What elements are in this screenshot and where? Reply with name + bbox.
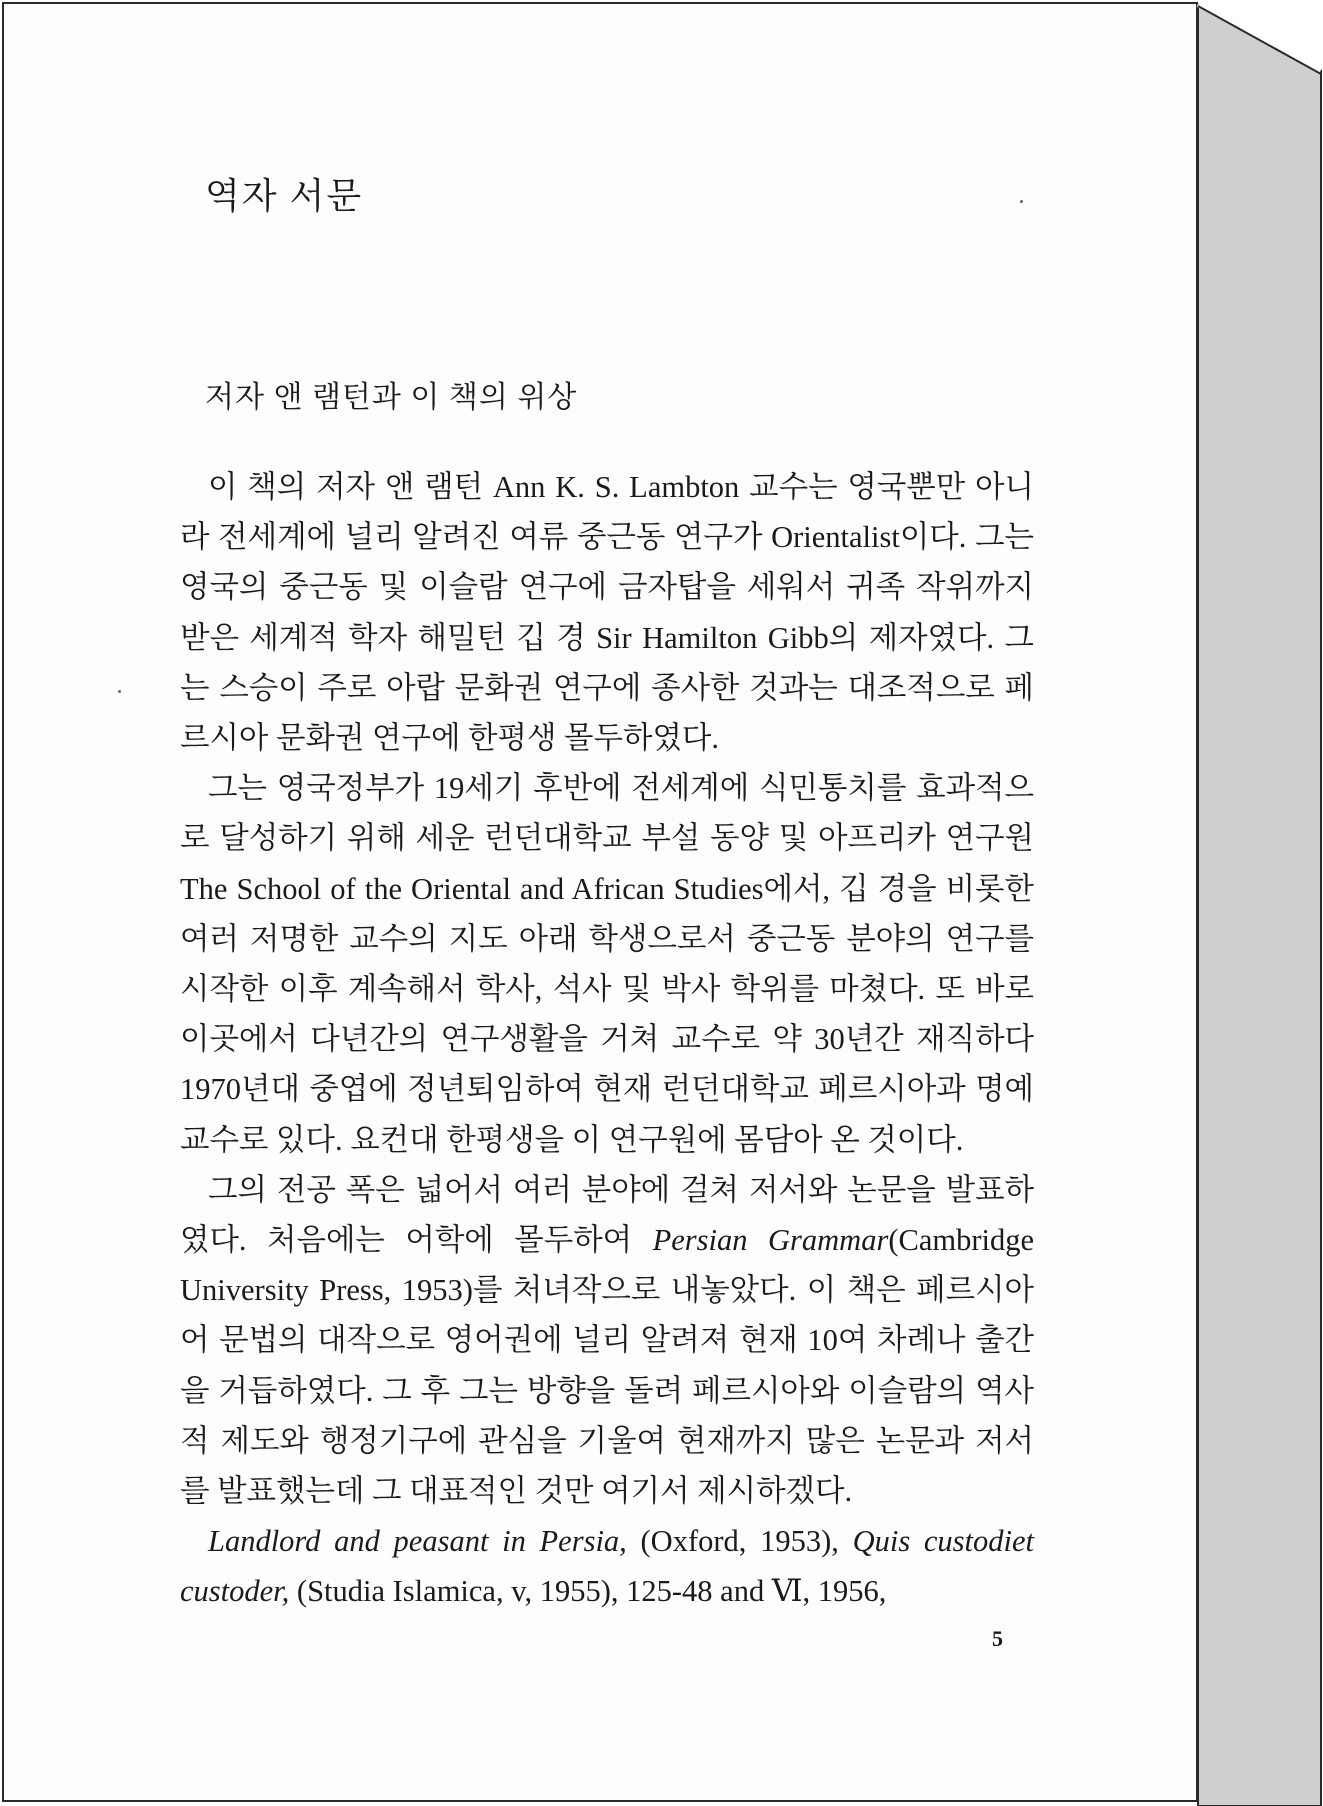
book-title: Landlord and peasant in Persia, — [208, 1524, 627, 1559]
chapter-title: 역자 서문 — [205, 176, 364, 216]
paragraph: 그는 영국정부가 19세기 후반에 전세계에 식민통치를 효과적으로 달성하기 위해 세운 런던대학교 부설 동양 및 아프리카 연구원 The School of the Oriental and African Studies에서, 깁 경을 비롯한 여러 저명한 교수의 지도 아래 학생으로서 중근동 분야의 연구를 시작한 이후 계속해서 학사, 석사 및 박사 학위를 마쳤다. 또 바로 이곳에서 다년간의 연구생활을 거쳐 교수로 약 30년간 재직하다 1970년대 중엽에 정년퇴임하여 현재 런던대학교 페르시아과 명예교수로 있다. 요컨대 한평생을 이 연구원에 몸담아 온 것이다. — [180, 771, 1034, 1157]
print-speck — [1020, 200, 1023, 203]
citation-text: (Studia Islamica, v, 1955), 125-48 and Ⅵ, 1956, — [296, 1574, 887, 1609]
book-title: Quis custodiet custoder, — [180, 1524, 1035, 1609]
section-heading: 저자 앤 램턴과 이 책의 위상 — [205, 381, 578, 414]
print-speck — [118, 690, 121, 693]
paragraph-text: (Cambridge University Press, 1953)를 처녀작으로 내놓았다. 이 책은 페르시아어 문법의 대작으로 영어권에 널리 알려져 현재 10여 차례나 출간을 거듭하였다. 그 후 그는 방향을 돌려 페르시아와 이슬람의 역사적 제도와 행정기구에 관심을 기울여 현재까지 많은 논문과 저서를 발표했는데 그 대표적인 것만 여기서 제시하겠다. — [180, 1223, 1035, 1509]
paragraph-text: 그의 전공 폭은 넓어서 여러 분야에 걸쳐 저서와 논문을 발표하였다. 처음에는 어학에 몰두하여 — [180, 1172, 1034, 1258]
bibliography-paragraph — [180, 1516, 1034, 1616]
page-number: 5 — [992, 1626, 1003, 1651]
book-title: Persian Grammar — [652, 1223, 889, 1258]
paragraph: 이 책의 저자 앤 램턴 Ann K. S. Lambton 교수는 영국뿐만 아니라 전세계에 널리 알려진 여류 중근동 연구가 Orientalist이다. 그는 영국의 중근동 및 이슬람 연구에 금자탑을 세워서 귀족 작위까지 받은 세계적 학자 해밀턴 깁 경 Sir Hamilton Gibb의 제자였다. 그는 스승이 주로 아랍 문화권 연구에 종사한 것과는 대조적으로 페르시아 문화권 연구에 한평생 몰두하였다. — [180, 470, 1034, 756]
citation-text: (Oxford, 1953), — [640, 1524, 839, 1559]
paragraph — [180, 1165, 1034, 1516]
body-text — [180, 462, 1034, 1617]
